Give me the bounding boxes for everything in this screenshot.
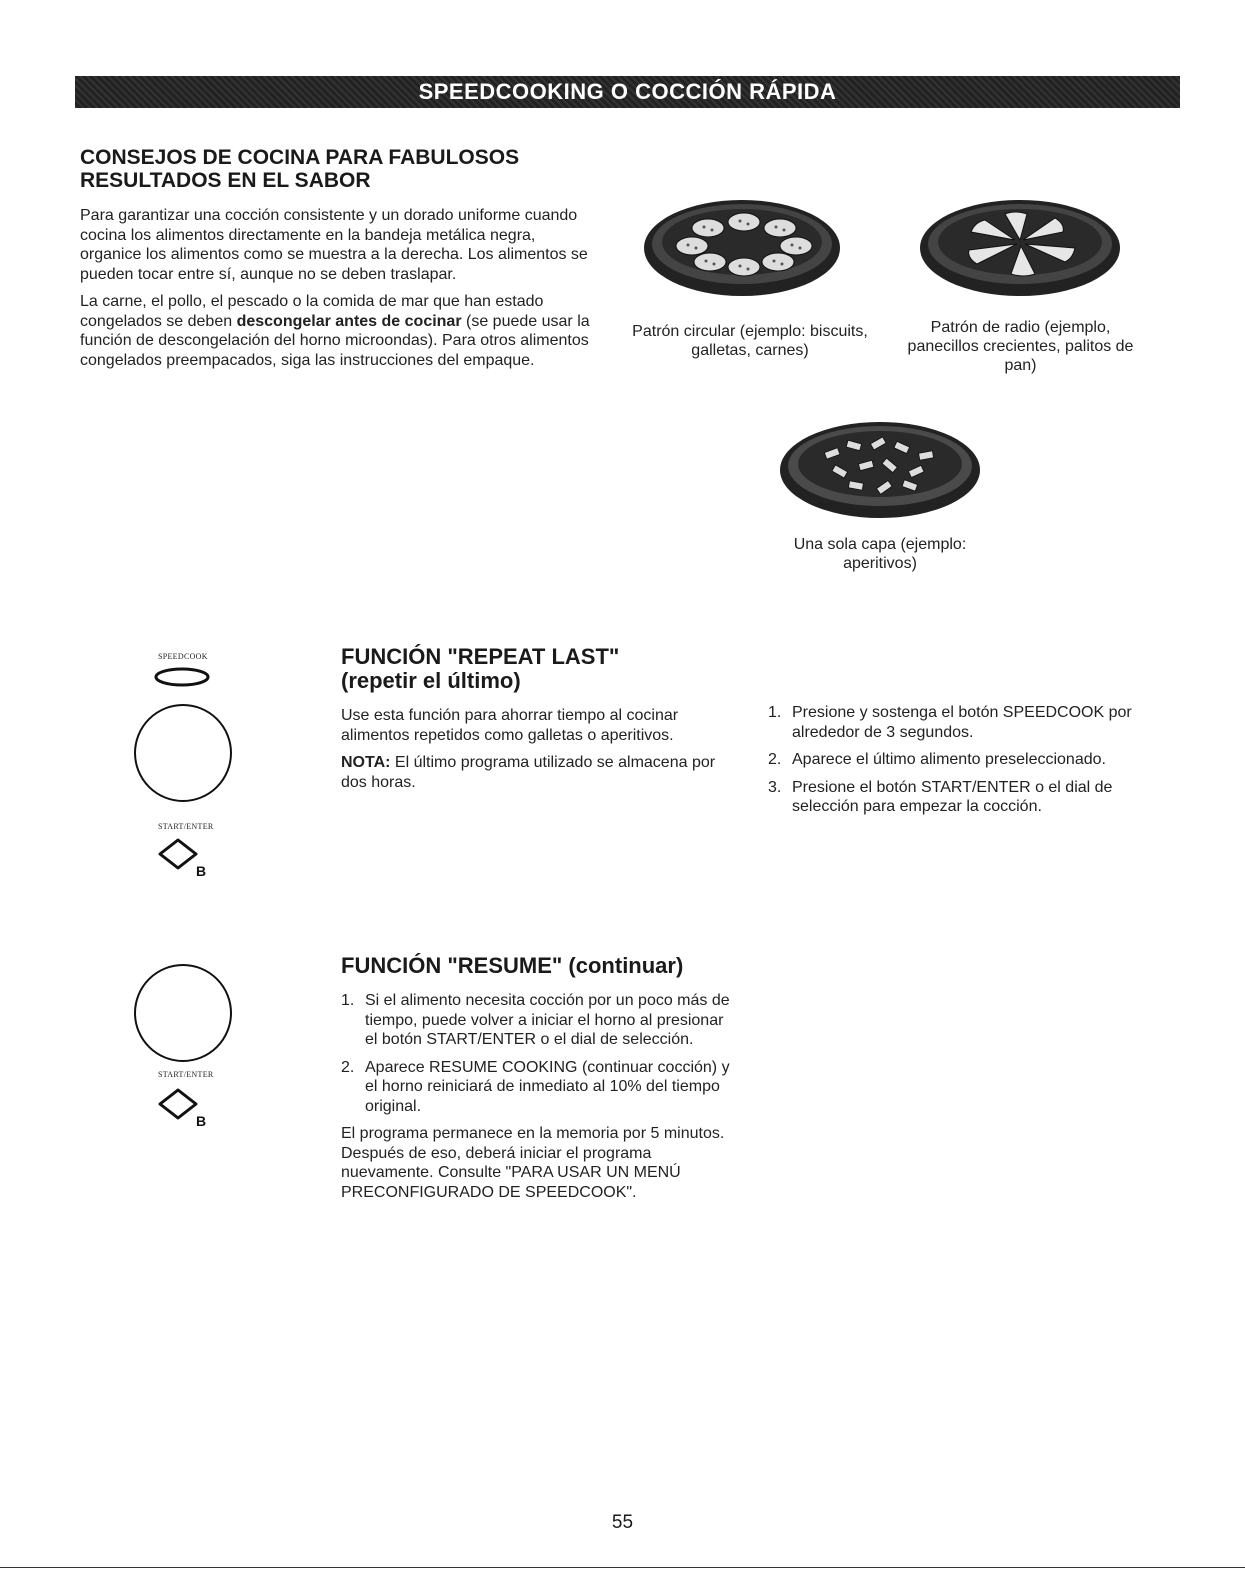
repeat-step-2 — [768, 750, 1158, 770]
banner-title: SPEEDCOOKING O COCCIÓN RÁPIDA — [418, 79, 837, 104]
single-layer-caption: Una sola capa (ejemplo: aperitivos) — [793, 536, 967, 572]
step-number: 2. — [768, 751, 782, 768]
speedcook-button-icon — [152, 664, 212, 690]
repeat-last-heading-line1: FUNCIÓN "REPEAT LAST" — [341, 644, 620, 669]
svg-text:B: B — [196, 1113, 207, 1129]
step-text: Si el alimento necesita cocción por un poco más de tiempo, puede volver a iniciar el horno al presionar el botón START/ENTER o el dial de selección. — [365, 992, 730, 1048]
svg-text:B: B — [196, 863, 207, 879]
repeat-last-steps — [768, 703, 1158, 825]
step-text: Aparece RESUME COOKING (continuar cocción) y el horno reiniciará de inmediato al 10% del tiempo original. — [365, 1058, 730, 1115]
section-banner — [75, 76, 1180, 108]
tips-body — [80, 206, 590, 378]
step-text: Presione el botón START/ENTER o el dial de selección para empezar la cocción. — [792, 778, 1113, 815]
step-text: Aparece el último alimento preseleccionado. — [792, 751, 1106, 768]
repeat-last-note — [341, 753, 741, 792]
selection-dial-icon-2 — [132, 962, 234, 1064]
tips-heading-line1: CONSEJOS DE COCINA PARA FABULOSOS — [80, 146, 520, 169]
circular-pattern-caption: Patrón circular (ejemplo: biscuits, galletas, carnes) — [632, 323, 868, 359]
tips-paragraph-2-bold: descongelar antes de cocinar — [236, 312, 462, 330]
repeat-last-heading-line2: (repetir el último) — [341, 668, 521, 694]
repeat-last-intro: Use esta función para ahorrar tiempo al cocinar alimentos repetidos como galletas o aperitivos. — [341, 707, 679, 744]
start-enter-button-label-2: START/ENTER — [158, 1070, 214, 1079]
resume-body — [341, 991, 731, 1210]
repeat-step-1 — [768, 703, 1158, 742]
bottom-rule — [0, 1567, 1245, 1568]
page-number: 55 — [611, 1512, 634, 1533]
single-layer-illustration — [775, 412, 985, 522]
repeat-last-heading — [341, 645, 619, 693]
tips-heading-line2: RESULTADOS EN EL SABOR — [80, 169, 371, 193]
tips-paragraph-2 — [80, 292, 590, 370]
start-enter-button-label: START/ENTER — [158, 822, 214, 831]
speedcook-button-label: SPEEDCOOK — [158, 652, 208, 661]
step-number: 3. — [768, 778, 782, 796]
start-enter-button-icon-2 — [154, 1084, 214, 1130]
step-text: Presione y sostenga el botón SPEEDCOOK por alrededor de 3 segundos. — [792, 704, 1132, 741]
step-number: 2. — [341, 1058, 355, 1076]
repeat-step-3 — [768, 778, 1158, 817]
tips-heading — [80, 146, 519, 192]
start-enter-button-icon — [154, 834, 214, 880]
tips-paragraph-1: Para garantizar una cocción consistente y un dorado uniforme cuando cocina los alimentos directamente en la bandeja metálica negra, organice los alimentos como se muestra a la derecha. Los alimentos se pueden tocar entre sí, aunque no se deben traslapar. — [80, 207, 588, 283]
radial-pattern-caption: Patrón de radio (ejemplo, panecillos crecientes, palitos de pan) — [907, 319, 1134, 374]
repeat-last-body — [341, 706, 741, 800]
tips-paragraph-2-text: La carne, el pollo, el pescado o la comida de mar que han estado congelados se deben — [80, 293, 544, 330]
resume-heading: FUNCIÓN "RESUME" (continuar) — [341, 953, 684, 978]
resume-step-1 — [341, 991, 731, 1050]
repeat-last-note-text: El último programa utilizado se almacena por dos horas. — [341, 754, 716, 791]
tips-paragraph-2-text-end: (se puede usar la función de descongelación del horno microondas). Para otros alimentos congelados preempacados, siga las instrucciones del empaque. — [80, 312, 590, 369]
resume-closing: El programa permanece en la memoria por 5 minutos. Después de eso, deberá iniciar el programa nuevamente. Consulte "PARA USAR UN MENÚ PRECONFIGURADO DE SPEEDCOOK". — [341, 1125, 725, 1201]
step-number: 1. — [341, 992, 355, 1009]
selection-dial-icon — [132, 702, 234, 804]
repeat-last-note-label: NOTA: — [341, 754, 391, 771]
circular-pattern-illustration — [640, 190, 845, 300]
resume-step-2 — [341, 1058, 731, 1117]
radial-pattern-illustration — [915, 190, 1125, 300]
step-number: 1. — [768, 704, 782, 721]
